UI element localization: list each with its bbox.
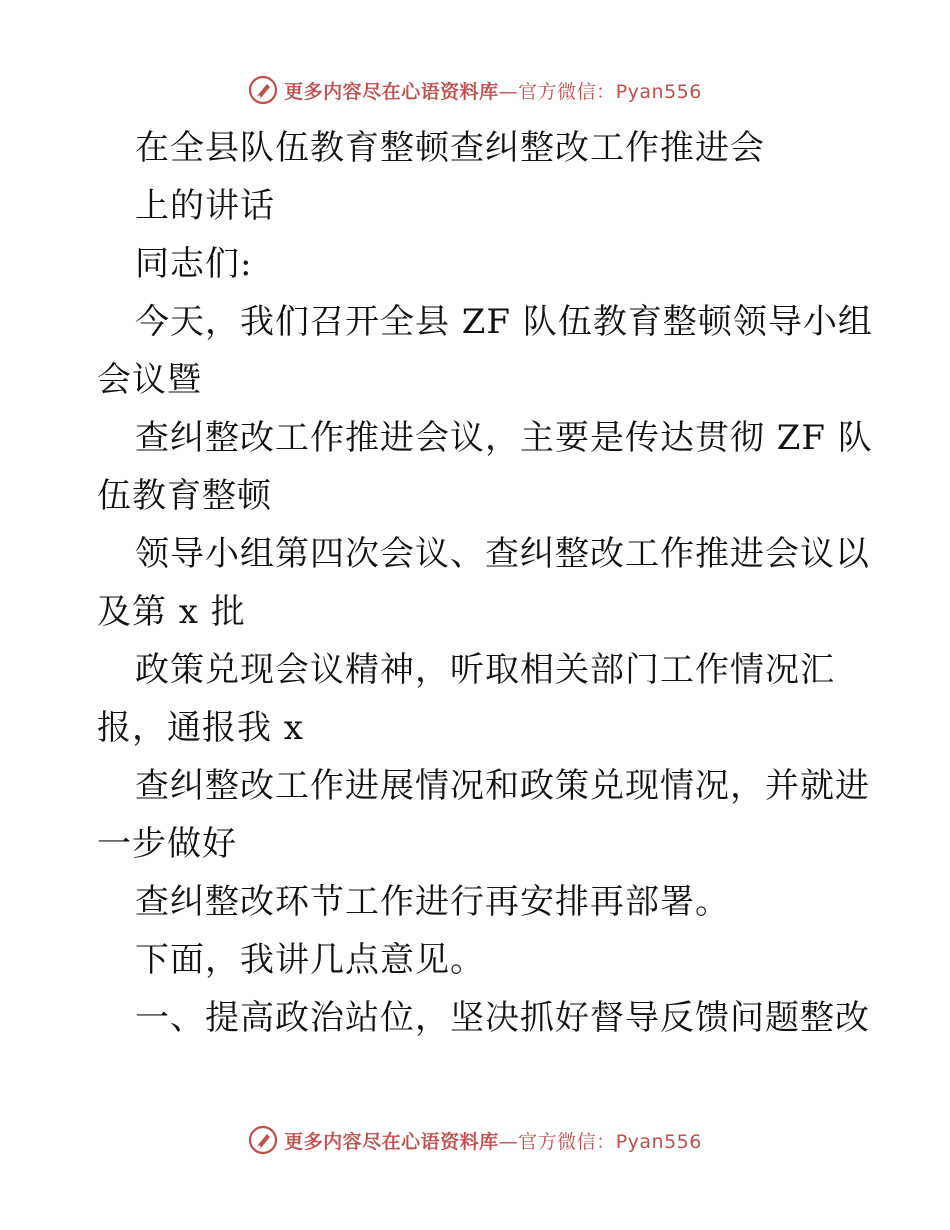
paragraph-line: 政策兑现会议精神，听取相关部门工作情况汇 [135,650,835,690]
paragraph-line: 今天，我们召开全县 ZF 队伍教育整顿领导小组 [135,302,873,342]
paragraph-line: 查纠整改环节工作进行再安排再部署。 [135,882,730,922]
paragraph-line: 及第 x 批 [97,592,246,632]
paragraph-line: 领导小组第四次会议、查纠整改工作推进会议以 [135,534,870,574]
paragraph-line: 查纠整改工作推进会议，主要是传达贯彻 ZF 队 [135,418,873,458]
section-heading: 一、提高政治站位，坚决抓好督导反馈问题整改 [135,998,870,1038]
salutation: 同志们: [135,244,253,284]
header-watermark [0,70,950,110]
paragraph-line: 伍教育整顿 [97,476,272,516]
title-line-2: 上的讲话 [135,186,275,226]
footer-watermark [0,1120,950,1160]
pen-nib-logo-icon [248,75,278,105]
watermark-text: 更多内容尽在心语资料库—官方微信：Pyan556 [284,80,702,103]
paragraph-line: 报，通报我 x [97,708,304,748]
title-line-1: 在全县队伍教育整顿查纠整改工作推进会 [135,128,765,168]
pen-nib-logo-icon [248,1125,278,1155]
paragraph-line: 下面，我讲几点意见。 [135,940,485,980]
paragraph-line: 会议暨 [97,360,202,400]
paragraph-line: 查纠整改工作进展情况和政策兑现情况，并就进 [135,766,870,806]
watermark-text: 更多内容尽在心语资料库—官方微信：Pyan556 [284,1130,702,1153]
paragraph-line: 一步做好 [97,824,237,864]
